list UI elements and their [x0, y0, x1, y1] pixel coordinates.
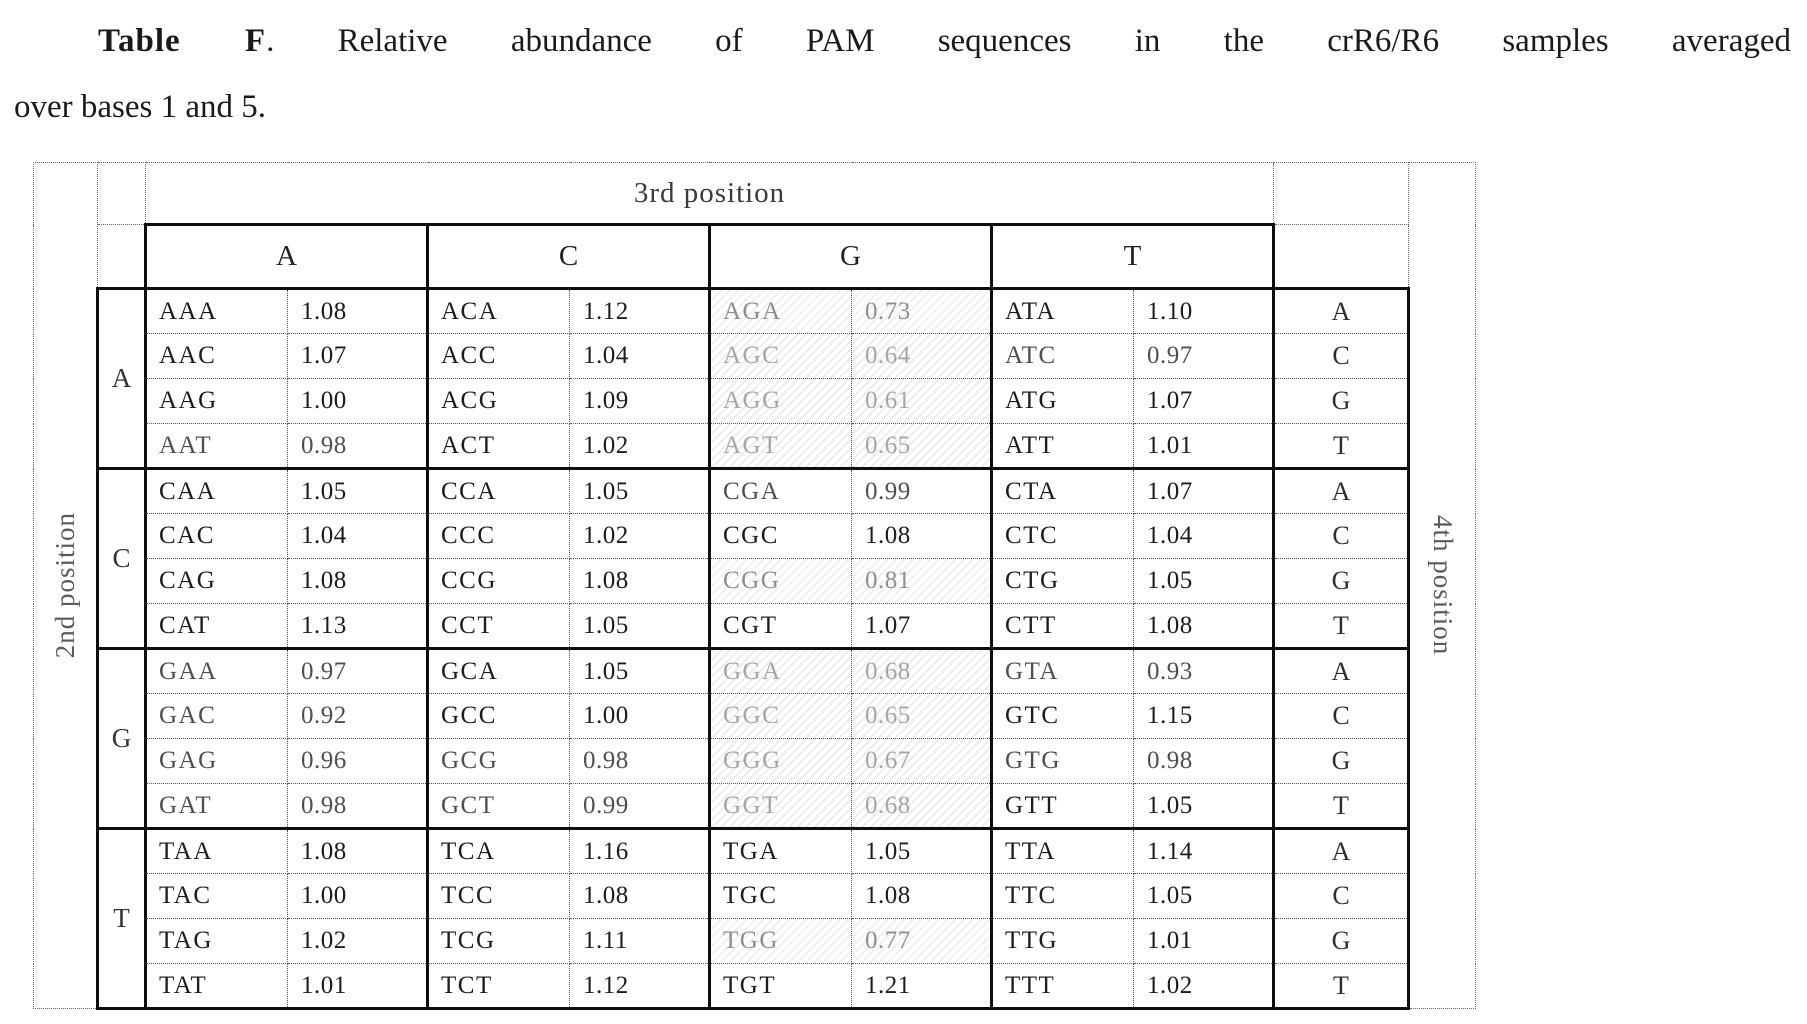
pam-seq-cell: TCG — [428, 919, 570, 964]
pam-seq-cell: TTT — [992, 964, 1134, 1009]
pam-seq-cell: GAT — [146, 784, 288, 829]
pam-value-cell: 1.01 — [1134, 919, 1274, 964]
pam-value-cell: 1.08 — [852, 514, 992, 559]
pos4-label: G — [1274, 379, 1409, 424]
table-row — [34, 559, 1476, 604]
col-header-c: C — [428, 225, 710, 289]
pam-seq-cell: CTC — [992, 514, 1134, 559]
pam-value-cell: 1.07 — [1134, 469, 1274, 514]
pam-value-cell: 0.73 — [852, 289, 992, 334]
pam-value-cell: 0.96 — [288, 739, 428, 784]
pam-seq-cell: GTA — [992, 649, 1134, 694]
pam-value-cell: 1.07 — [288, 334, 428, 379]
pam-seq-cell: CCG — [428, 559, 570, 604]
pam-value-cell: 1.08 — [570, 559, 710, 604]
pam-value-cell: 1.01 — [1134, 424, 1274, 469]
spacer-cell — [1274, 163, 1409, 225]
pam-seq-cell: TGT — [710, 964, 852, 1009]
pam-seq-cell: AGC — [710, 334, 852, 379]
pam-seq-cell: TCA — [428, 829, 570, 874]
pam-seq-cell: GGA — [710, 649, 852, 694]
pos4-label: G — [1274, 739, 1409, 784]
axis-header-row — [34, 163, 1476, 225]
pam-value-cell: 1.16 — [570, 829, 710, 874]
pam-value-cell: 1.07 — [1134, 379, 1274, 424]
row-group-label: T — [98, 829, 146, 1009]
pam-value-cell: 1.12 — [570, 964, 710, 1009]
table-row — [34, 739, 1476, 784]
pos4-label: C — [1274, 334, 1409, 379]
pos4-label: C — [1274, 514, 1409, 559]
pos4-label: C — [1274, 694, 1409, 739]
pam-seq-cell: GCT — [428, 784, 570, 829]
pam-value-cell: 0.81 — [852, 559, 992, 604]
pam-seq-cell: TAC — [146, 874, 288, 919]
caption-line-2: over bases 1 and 5. — [14, 89, 267, 125]
pam-value-cell: 0.97 — [1134, 334, 1274, 379]
caption-table-label: Table F — [98, 23, 267, 59]
pam-value-cell: 0.98 — [288, 424, 428, 469]
pam-seq-cell: AAG — [146, 379, 288, 424]
pam-value-cell: 1.04 — [288, 514, 428, 559]
pam-value-cell: 1.08 — [852, 874, 992, 919]
pam-seq-cell: TCT — [428, 964, 570, 1009]
pam-seq-cell: TGC — [710, 874, 852, 919]
pam-value-cell: 1.14 — [1134, 829, 1274, 874]
col-header-t: T — [992, 225, 1274, 289]
pam-value-cell: 0.98 — [570, 739, 710, 784]
pos4-label: A — [1274, 829, 1409, 874]
pos4-label: C — [1274, 874, 1409, 919]
pam-seq-cell: CTA — [992, 469, 1134, 514]
pam-value-cell: 1.05 — [570, 469, 710, 514]
pam-seq-cell: GAA — [146, 649, 288, 694]
pam-value-cell: 1.05 — [1134, 874, 1274, 919]
pam-table — [33, 162, 1476, 1010]
pos4-label: T — [1274, 424, 1409, 469]
pam-seq-cell: TTG — [992, 919, 1134, 964]
pam-seq-cell: CAG — [146, 559, 288, 604]
pam-value-cell: 1.12 — [570, 289, 710, 334]
pam-value-cell: 0.65 — [852, 694, 992, 739]
pam-value-cell: 0.98 — [288, 784, 428, 829]
top-axis-label: 3rd position — [146, 163, 1274, 225]
pam-value-cell: 1.21 — [852, 964, 992, 1009]
pos4-label: A — [1274, 649, 1409, 694]
pam-value-cell: 1.00 — [288, 379, 428, 424]
pam-seq-cell: ATT — [992, 424, 1134, 469]
pam-seq-cell: GCC — [428, 694, 570, 739]
pam-value-cell: 0.67 — [852, 739, 992, 784]
pam-value-cell: 1.02 — [570, 424, 710, 469]
pos4-label: T — [1274, 604, 1409, 649]
pam-value-cell: 1.04 — [1134, 514, 1274, 559]
table-row — [34, 649, 1476, 694]
pam-value-cell: 0.97 — [288, 649, 428, 694]
right-axis-cell — [1409, 163, 1476, 1009]
pam-seq-cell: TAT — [146, 964, 288, 1009]
pam-seq-cell: TAA — [146, 829, 288, 874]
spacer-cell — [1274, 225, 1409, 289]
pam-seq-cell: AGT — [710, 424, 852, 469]
pam-value-cell: 1.10 — [1134, 289, 1274, 334]
pos4-label: A — [1274, 469, 1409, 514]
pam-seq-cell: GCA — [428, 649, 570, 694]
table-row — [34, 424, 1476, 469]
pam-value-cell: 0.68 — [852, 784, 992, 829]
left-axis-label: 2nd position — [49, 512, 80, 659]
pam-seq-cell: ATA — [992, 289, 1134, 334]
pam-value-cell: 1.08 — [1134, 604, 1274, 649]
pos4-label: T — [1274, 964, 1409, 1009]
pam-seq-cell: CTT — [992, 604, 1134, 649]
pam-seq-cell: GAG — [146, 739, 288, 784]
pam-seq-cell: CAT — [146, 604, 288, 649]
pam-value-cell: 1.13 — [288, 604, 428, 649]
pam-value-cell: 1.05 — [570, 649, 710, 694]
table-row — [34, 919, 1476, 964]
pam-seq-cell: CCA — [428, 469, 570, 514]
pos4-label: G — [1274, 919, 1409, 964]
pam-seq-cell: ATC — [992, 334, 1134, 379]
pam-value-cell: 1.08 — [288, 559, 428, 604]
pam-value-cell: 1.08 — [288, 289, 428, 334]
pam-value-cell: 1.05 — [1134, 784, 1274, 829]
column-header-row — [34, 225, 1476, 289]
col-header-g: G — [710, 225, 992, 289]
pam-value-cell: 0.98 — [1134, 739, 1274, 784]
pam-value-cell: 1.00 — [288, 874, 428, 919]
pam-seq-cell: GTG — [992, 739, 1134, 784]
pam-value-cell: 1.05 — [1134, 559, 1274, 604]
table-caption — [14, 8, 1791, 140]
row-group-label: G — [98, 649, 146, 829]
pam-value-cell: 1.05 — [288, 469, 428, 514]
pam-value-cell: 1.15 — [1134, 694, 1274, 739]
pam-value-cell: 1.08 — [288, 829, 428, 874]
pos4-label: A — [1274, 289, 1409, 334]
pam-value-cell: 0.93 — [1134, 649, 1274, 694]
pam-seq-cell: CGA — [710, 469, 852, 514]
pam-value-cell: 1.02 — [570, 514, 710, 559]
pam-value-cell: 0.65 — [852, 424, 992, 469]
pam-seq-cell: GTC — [992, 694, 1134, 739]
pam-table-container — [33, 162, 1807, 1010]
pam-seq-cell: AAC — [146, 334, 288, 379]
caption-text: . Relative abundance of PAM sequences in the crR6/R6 samples averaged — [266, 23, 1791, 59]
spacer-cell — [98, 225, 146, 289]
pam-seq-cell: AAT — [146, 424, 288, 469]
pam-value-cell: 1.07 — [852, 604, 992, 649]
pam-seq-cell: GGC — [710, 694, 852, 739]
col-header-a: A — [146, 225, 428, 289]
pam-seq-cell: CGT — [710, 604, 852, 649]
pam-value-cell: 0.68 — [852, 649, 992, 694]
pam-seq-cell: TGA — [710, 829, 852, 874]
pam-value-cell: 1.02 — [288, 919, 428, 964]
pam-value-cell: 0.99 — [570, 784, 710, 829]
pam-seq-cell: GAC — [146, 694, 288, 739]
table-row — [34, 829, 1476, 874]
pam-seq-cell: ACA — [428, 289, 570, 334]
table-row — [34, 964, 1476, 1009]
pam-seq-cell: GGG — [710, 739, 852, 784]
pam-seq-cell: ACC — [428, 334, 570, 379]
pam-seq-cell: AAA — [146, 289, 288, 334]
pos4-label: G — [1274, 559, 1409, 604]
left-axis-cell — [34, 163, 98, 1009]
pam-value-cell: 0.92 — [288, 694, 428, 739]
pam-seq-cell: CGC — [710, 514, 852, 559]
table-row — [34, 334, 1476, 379]
right-axis-label: 4th position — [1428, 515, 1458, 656]
table-row — [34, 784, 1476, 829]
table-row — [34, 379, 1476, 424]
pam-seq-cell: TGG — [710, 919, 852, 964]
pam-seq-cell: TTC — [992, 874, 1134, 919]
pam-seq-cell: CCC — [428, 514, 570, 559]
pam-seq-cell: GGT — [710, 784, 852, 829]
pam-value-cell: 1.00 — [570, 694, 710, 739]
table-row — [34, 469, 1476, 514]
pam-seq-cell: CGG — [710, 559, 852, 604]
pam-seq-cell: ACG — [428, 379, 570, 424]
pam-seq-cell: GTT — [992, 784, 1134, 829]
pam-value-cell: 1.01 — [288, 964, 428, 1009]
pam-value-cell: 1.02 — [1134, 964, 1274, 1009]
row-group-label: A — [98, 289, 146, 469]
pam-value-cell: 1.09 — [570, 379, 710, 424]
pam-seq-cell: CTG — [992, 559, 1134, 604]
caption-line-1 — [14, 8, 1791, 74]
pam-seq-cell: TAG — [146, 919, 288, 964]
pam-seq-cell: TTA — [992, 829, 1134, 874]
row-group-label: C — [98, 469, 146, 649]
pam-value-cell: 1.05 — [852, 829, 992, 874]
pam-seq-cell: AGG — [710, 379, 852, 424]
pam-value-cell: 0.77 — [852, 919, 992, 964]
pam-seq-cell: AGA — [710, 289, 852, 334]
pam-value-cell: 1.05 — [570, 604, 710, 649]
pam-seq-cell: ATG — [992, 379, 1134, 424]
pam-value-cell: 0.99 — [852, 469, 992, 514]
pam-value-cell: 1.11 — [570, 919, 710, 964]
pam-value-cell: 1.04 — [570, 334, 710, 379]
table-row — [34, 289, 1476, 334]
spacer-cell — [98, 163, 146, 225]
pam-seq-cell: TCC — [428, 874, 570, 919]
pam-seq-cell: GCG — [428, 739, 570, 784]
pos4-label: T — [1274, 784, 1409, 829]
table-row — [34, 694, 1476, 739]
table-row — [34, 514, 1476, 559]
pam-value-cell: 0.61 — [852, 379, 992, 424]
table-row — [34, 604, 1476, 649]
pam-seq-cell: CAA — [146, 469, 288, 514]
table-row — [34, 874, 1476, 919]
pam-seq-cell: CAC — [146, 514, 288, 559]
pam-value-cell: 1.08 — [570, 874, 710, 919]
pam-value-cell: 0.64 — [852, 334, 992, 379]
pam-seq-cell: CCT — [428, 604, 570, 649]
pam-seq-cell: ACT — [428, 424, 570, 469]
pam-table-body — [34, 163, 1476, 1009]
